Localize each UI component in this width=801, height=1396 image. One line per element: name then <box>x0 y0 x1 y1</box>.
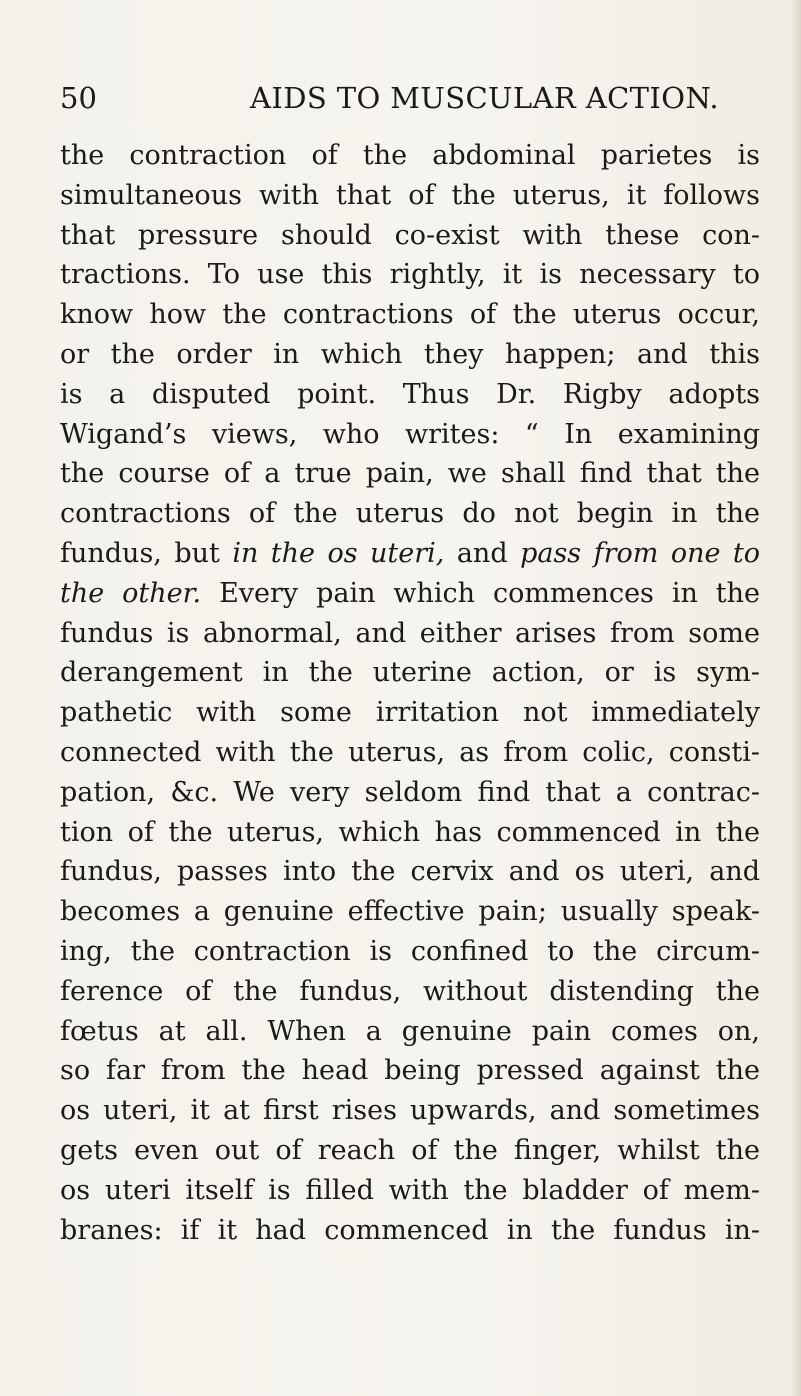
text-line-26: gets even out of reach of the finger, whilst the <box>60 1134 760 1166</box>
body-text <box>60 136 760 1250</box>
text-line-11 <box>60 534 760 574</box>
text-line-27: os uteri itself is filled with the bladder of mem- <box>60 1174 760 1206</box>
text-line-6: or the order in which they happen; and this <box>60 338 760 370</box>
text-line-3: that pressure should co-exist with these con- <box>60 219 760 251</box>
running-head: AIDS TO MUSCULAR ACTION. <box>250 81 719 115</box>
text-line-12 <box>60 574 760 614</box>
text-fragment: fundus, but <box>60 537 233 569</box>
text-line-28: branes: if it had commenced in the fundus in- <box>60 1214 760 1246</box>
page-edge-shadow <box>791 0 801 1396</box>
text-line-5: know how the contractions of the uterus occur, <box>60 299 760 331</box>
text-fragment: and <box>444 537 521 569</box>
text-line-17: pation, &c. We very seldom find that a contrac- <box>60 776 760 808</box>
text-fragment: Every pain which commences in the <box>201 577 760 609</box>
italic-phrase: pass from one to <box>520 537 761 569</box>
text-line-8: Wigand’s views, who writes: “ In examining <box>60 418 760 450</box>
text-line-23: fœtus at all. When a genuine pain comes on, <box>60 1015 760 1047</box>
text-line-21: ing, the contraction is confined to the circum- <box>60 935 760 967</box>
text-line-16: connected with the uterus, as from colic, consti- <box>60 736 760 768</box>
text-line-2: simultaneous with that of the uterus, it follows <box>60 179 760 211</box>
page-number: 50 <box>60 81 97 115</box>
text-line-14: derangement in the uterine action, or is sym- <box>60 657 760 689</box>
text-line-19: fundus, passes into the cervix and os uteri, and <box>60 856 760 888</box>
text-line-18: tion of the uterus, which has commenced in the <box>60 816 760 848</box>
text-line-24: so far from the head being pressed against the <box>60 1055 760 1087</box>
text-line-4: tractions. To use this rightly, it is necessary to <box>60 259 760 291</box>
text-line-7: is a disputed point. Thus Dr. Rigby adopts <box>60 378 760 410</box>
text-line-25: os uteri, it at first rises upwards, and sometimes <box>60 1095 760 1127</box>
text-line-15: pathetic with some irritation not immediately <box>60 697 760 729</box>
italic-phrase: the other. <box>60 577 202 609</box>
text-line-10: contractions of the uterus do not begin in the <box>60 498 760 530</box>
text-line-13: fundus is abnormal, and either arises from some <box>60 617 760 649</box>
text-line-20: becomes a genuine effective pain; usually speak- <box>60 896 760 928</box>
page-header <box>60 78 750 118</box>
italic-phrase: in the os uteri, <box>232 537 445 569</box>
text-line-22: ference of the fundus, without distending the <box>60 975 760 1007</box>
text-line-9: the course of a true pain, we shall find that the <box>60 458 760 490</box>
text-line-1: the contraction of the abdominal parietes is <box>60 140 760 171</box>
